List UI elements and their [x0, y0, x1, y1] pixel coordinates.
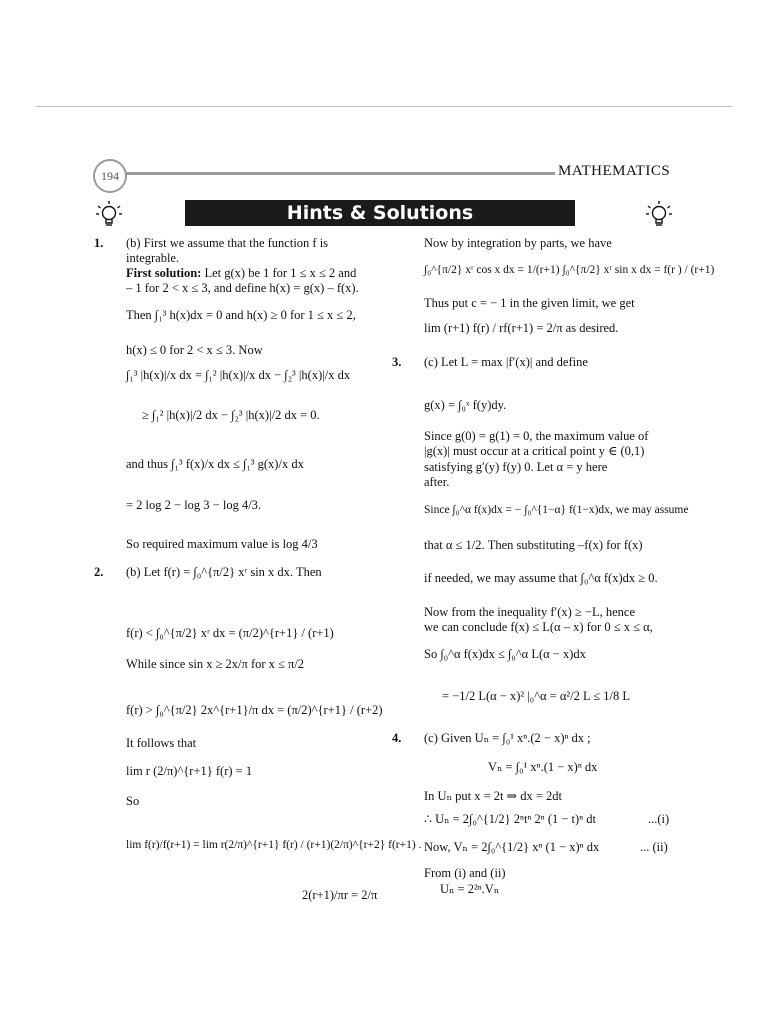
equation-line: (c) Given Uₙ = ∫₀¹ xⁿ.(2 − x)ⁿ dx ;	[424, 731, 591, 745]
equation-line: = −1/2 L(α − x)² |₀^α = α²/2 L ≤ 1/8 L	[442, 689, 630, 703]
equation-line: = 2 log 2 − log 3 − log 4/3.	[126, 498, 262, 512]
right-column	[384, 0, 768, 1024]
solution-line: So	[126, 794, 140, 808]
solution-line: after.	[424, 475, 450, 489]
equation-line: So ∫₀^α f(x)dx ≤ ∫₀^α L(α − x)dx	[424, 647, 586, 661]
equation-line: f(r) > ∫₀^{π/2} 2x^{r+1}/π dx = (π/2)^{r+1} / (r+2)	[126, 703, 383, 717]
equation-line: ∴ Uₙ = 2∫₀^{1/2} 2ⁿtⁿ 2ⁿ (1 − t)ⁿ dt	[424, 812, 596, 826]
question-number: 4.	[392, 731, 402, 745]
solution-line: h(x) ≤ 0 for 2 < x ≤ 3. Now	[126, 343, 263, 357]
question-number: 3.	[392, 355, 402, 369]
equation-line: Now, Vₙ = 2∫₀^{1/2} xⁿ (1 − x)ⁿ dx	[424, 840, 600, 854]
equation-line: Uₙ = 2²ⁿ.Vₙ	[440, 882, 500, 896]
solution-line: While since sin x ≥ 2x/π for x ≤ π/2	[126, 657, 305, 671]
solution-line: In Uₙ put x = 2t ⇒ dx = 2dt	[424, 789, 562, 803]
solution-line: From (i) and (ii)	[424, 866, 506, 880]
solution-line: (b) Let f(r) = ∫₀^{π/2} xʳ sin x dx. Then	[126, 565, 322, 579]
question-number: 2.	[94, 565, 104, 579]
equation-line: ≥ ∫₁² |h(x)|/2 dx − ∫₂³ |h(x)|/2 dx = 0.	[142, 408, 320, 422]
solution-line: satisfying g′(y) f(y) 0. Let α = y here	[424, 460, 608, 474]
solution-line: (c) Let L = max |f′(x)| and define	[424, 355, 588, 369]
equation-line: lim r (2/π)^{r+1} f(r) = 1	[126, 764, 253, 778]
equation-line: Vₙ = ∫₀¹ xⁿ.(1 − x)ⁿ dx	[488, 760, 598, 774]
equation-line: ∫₀^{π/2} xʳ cos x dx = 1/(r+1) ∫₀^{π/2} xʳ sin x dx = f(r ) / (r+1)	[424, 264, 715, 276]
solution-line: integrable.	[126, 251, 180, 265]
solution-text: Let g(x) be 1 for 1 ≤ x ≤ 2 and	[201, 266, 357, 280]
equation-tag: ...(i)	[648, 812, 670, 826]
equation-line: lim f(r)/f(r+1) = lim r(2/π)^{r+1} f(r) / (r+1)(2/π)^{r+2} f(r+1) .	[126, 839, 422, 851]
first-solution-label: First solution:	[126, 266, 202, 280]
solution-line: So required maximum value is log 4/3	[126, 537, 318, 551]
equation-line: Since ∫₀^α f(x)dx = − ∫₀^{1−α} f(1−x)dx, we may assume	[424, 504, 689, 516]
solution-line: (b) First we assume that the function f is	[126, 236, 329, 250]
solution-line	[126, 266, 356, 280]
solution-line: – 1 for 2 < x ≤ 3, and define h(x) = g(x) – f(x).	[126, 281, 359, 295]
solution-line: Then ∫₁³ h(x)dx = 0 and h(x) ≥ 0 for 1 ≤ x ≤ 2,	[126, 308, 356, 322]
solution-line: Now from the inequality f′(x) ≥ −L, hence	[424, 605, 636, 619]
solution-line: Since g(0) = g(1) = 0, the maximum value of	[424, 429, 649, 443]
solution-line: |g(x)| must occur at a critical point y ∈ (0,1)	[424, 444, 645, 458]
equation-line: g(x) = ∫₀ˣ f(y)dy.	[424, 398, 507, 412]
equation-line: f(r) < ∫₀^{π/2} xʳ dx = (π/2)^{r+1} / (r+1)	[126, 626, 334, 640]
solution-line: that α ≤ 1/2. Then substituting –f(x) for f(x)	[424, 538, 643, 552]
equation-line: ∫₁³ |h(x)|/x dx = ∫₁² |h(x)|/x dx − ∫₂³ |h(x)|/x dx	[126, 368, 351, 382]
subject-title: MATHEMATICS	[558, 163, 671, 179]
question-number: 1.	[94, 236, 104, 250]
equation-line: and thus ∫₁³ f(x)/x dx ≤ ∫₁³ g(x)/x dx	[126, 457, 304, 471]
page-number: 194	[93, 159, 127, 193]
equation-tag: ... (ii)	[640, 840, 668, 854]
equation-line: 2(r+1)/πr = 2/π	[302, 888, 378, 902]
section-banner: Hints & Solutions	[185, 200, 575, 226]
solution-line: It follows that	[126, 736, 197, 750]
solution-line: Now by integration by parts, we have	[424, 236, 612, 250]
solution-line: we can conclude f(x) ≤ L(α – x) for 0 ≤ x ≤ α,	[424, 620, 653, 634]
equation-line: lim (r+1) f(r) / rf(r+1) = 2/π as desired.	[424, 321, 619, 335]
solution-line: Thus put c = − 1 in the given limit, we get	[424, 296, 635, 310]
equation-line: if needed, we may assume that ∫₀^α f(x)dx ≥ 0.	[424, 571, 658, 585]
